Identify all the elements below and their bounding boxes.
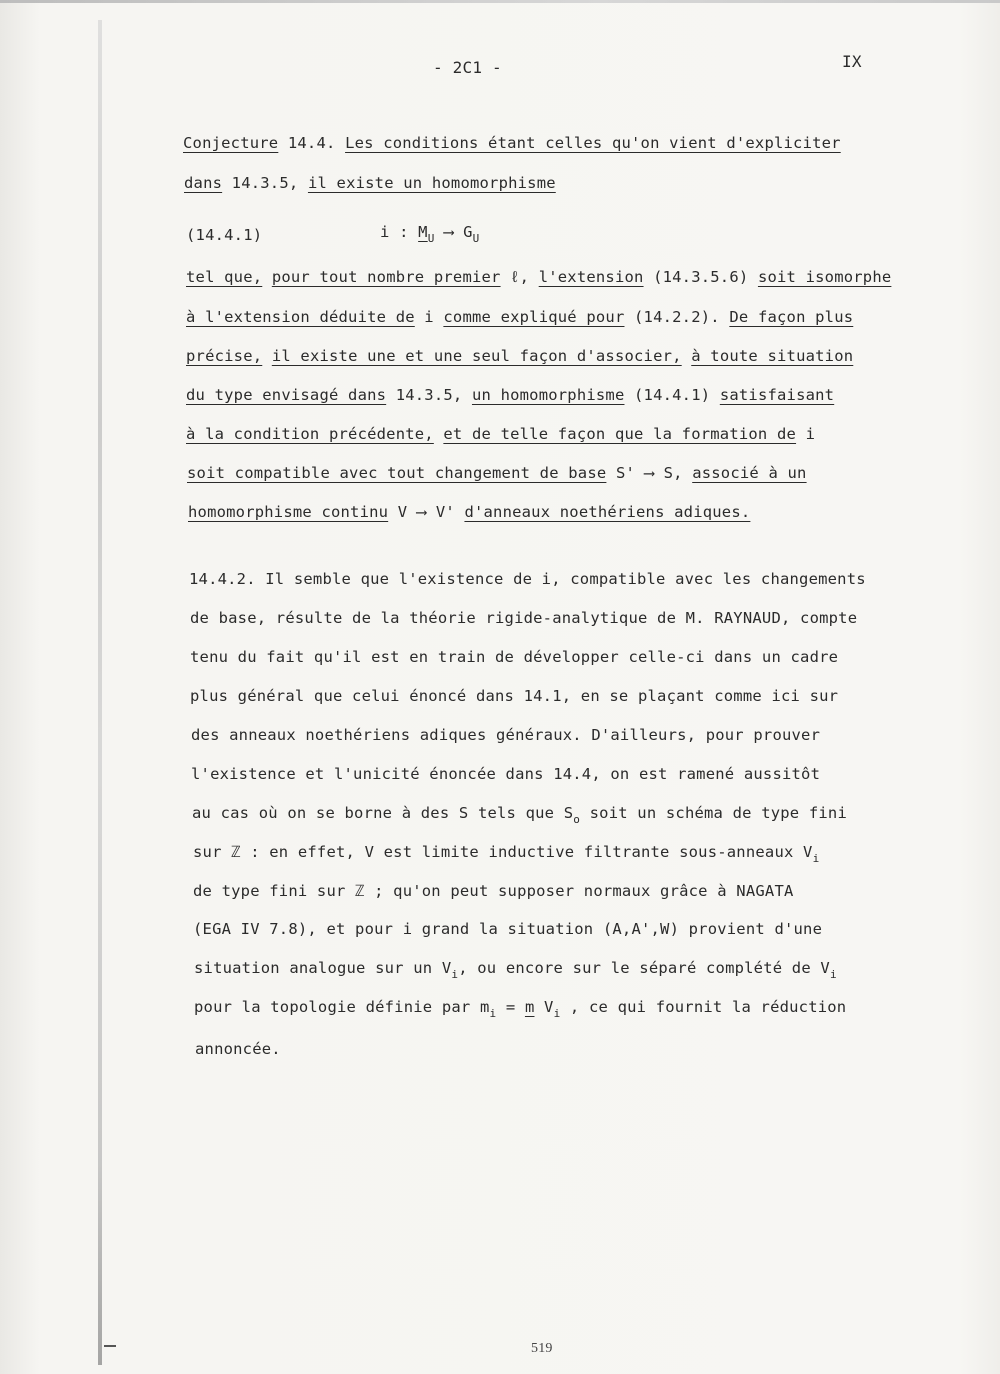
page-number: 519 — [531, 1341, 553, 1356]
conjecture-line-9: soit compatible avec tout changement de base S' ⟶ S, associé à un — [187, 464, 807, 482]
conjecture-line-6: précise, il existe une et une seul façon d'associer, à toute situation — [186, 347, 854, 365]
conjecture-line-10: homomorphisme continu V ⟶ V' d'anneaux noethériens adiques. — [188, 503, 751, 521]
remark-line-4: plus général que celui énoncé dans 14.1, en se plaçant comme ici sur — [190, 687, 839, 705]
conjecture-line-4: tel que, pour tout nombre premier ℓ, l'extension (14.3.5.6) soit isomorphe — [186, 268, 892, 286]
remark-line-11: situation analogue sur un $V_i$, ou encore sur le séparé complété de $V_i$ — [194, 959, 837, 981]
conjecture-line-1: Conjecture 14.4. Les conditions étant celles qu'on vient d'expliciter — [183, 134, 841, 152]
remark-line-6: l'existence et l'unicité énoncée dans 14.4, on est ramené aussitôt — [191, 765, 821, 783]
conjecture-line-8: à la condition précédente, et de telle façon que la formation de i — [186, 425, 816, 443]
conjecture-line-5: à l'extension déduite de i comme expliqué pour (14.2.2). De façon plus — [186, 308, 854, 326]
remark-line-7: au cas où on se borne à des S tels que $S_o$ soit un schéma de type fini — [192, 804, 847, 826]
remark-line-9: de type fini sur ℤ ; qu'on peut supposer normaux grâce à NAGATA — [193, 882, 794, 900]
top-edge-rule — [0, 0, 1000, 3]
remark-line-1: 14.4.2. Il semble que l'existence de i, compatible avec les changements — [189, 570, 866, 588]
remark-line-5: des anneaux noethériens adiques généraux. D'ailleurs, pour prouver — [191, 726, 821, 744]
remark-line-8: sur ℤ : en effet, V est limite inductive filtrante sous-anneaux $V_i$ — [193, 843, 820, 865]
binding-edge — [98, 20, 102, 1365]
equation-label: (14.4.1) — [186, 226, 263, 244]
page-marker: - 2C1 - — [433, 58, 502, 77]
remark-line-2: de base, résulte de la théorie rigide-analytique de M. RAYNAUD, compte — [190, 609, 858, 627]
remark-line-13: annoncée. — [195, 1040, 281, 1058]
conjecture-line-7: du type envisagé dans 14.3.5, un homomorphisme (14.4.1) satisfaisant — [186, 386, 835, 404]
remark-line-12: pour la topologie définie par $m_i = m$ $V_i$ , ce qui fournit la réduction — [194, 998, 847, 1020]
equation-homomorphism: i : $M_U$ ⟶ $G_U$ — [380, 223, 480, 245]
conjecture-label: Conjecture — [183, 134, 279, 152]
remark-line-10: (EGA IV 7.8), et pour i grand la situation (A,A',W) provient d'une — [193, 920, 823, 938]
binding-mark — [104, 1345, 116, 1347]
remark-line-3: tenu du fait qu'il est en train de développer celle-ci dans un cadre — [190, 648, 839, 666]
conjecture-line-2: dans 14.3.5, il existe un homomorphisme — [184, 174, 556, 192]
chapter-number: IX — [842, 52, 862, 71]
